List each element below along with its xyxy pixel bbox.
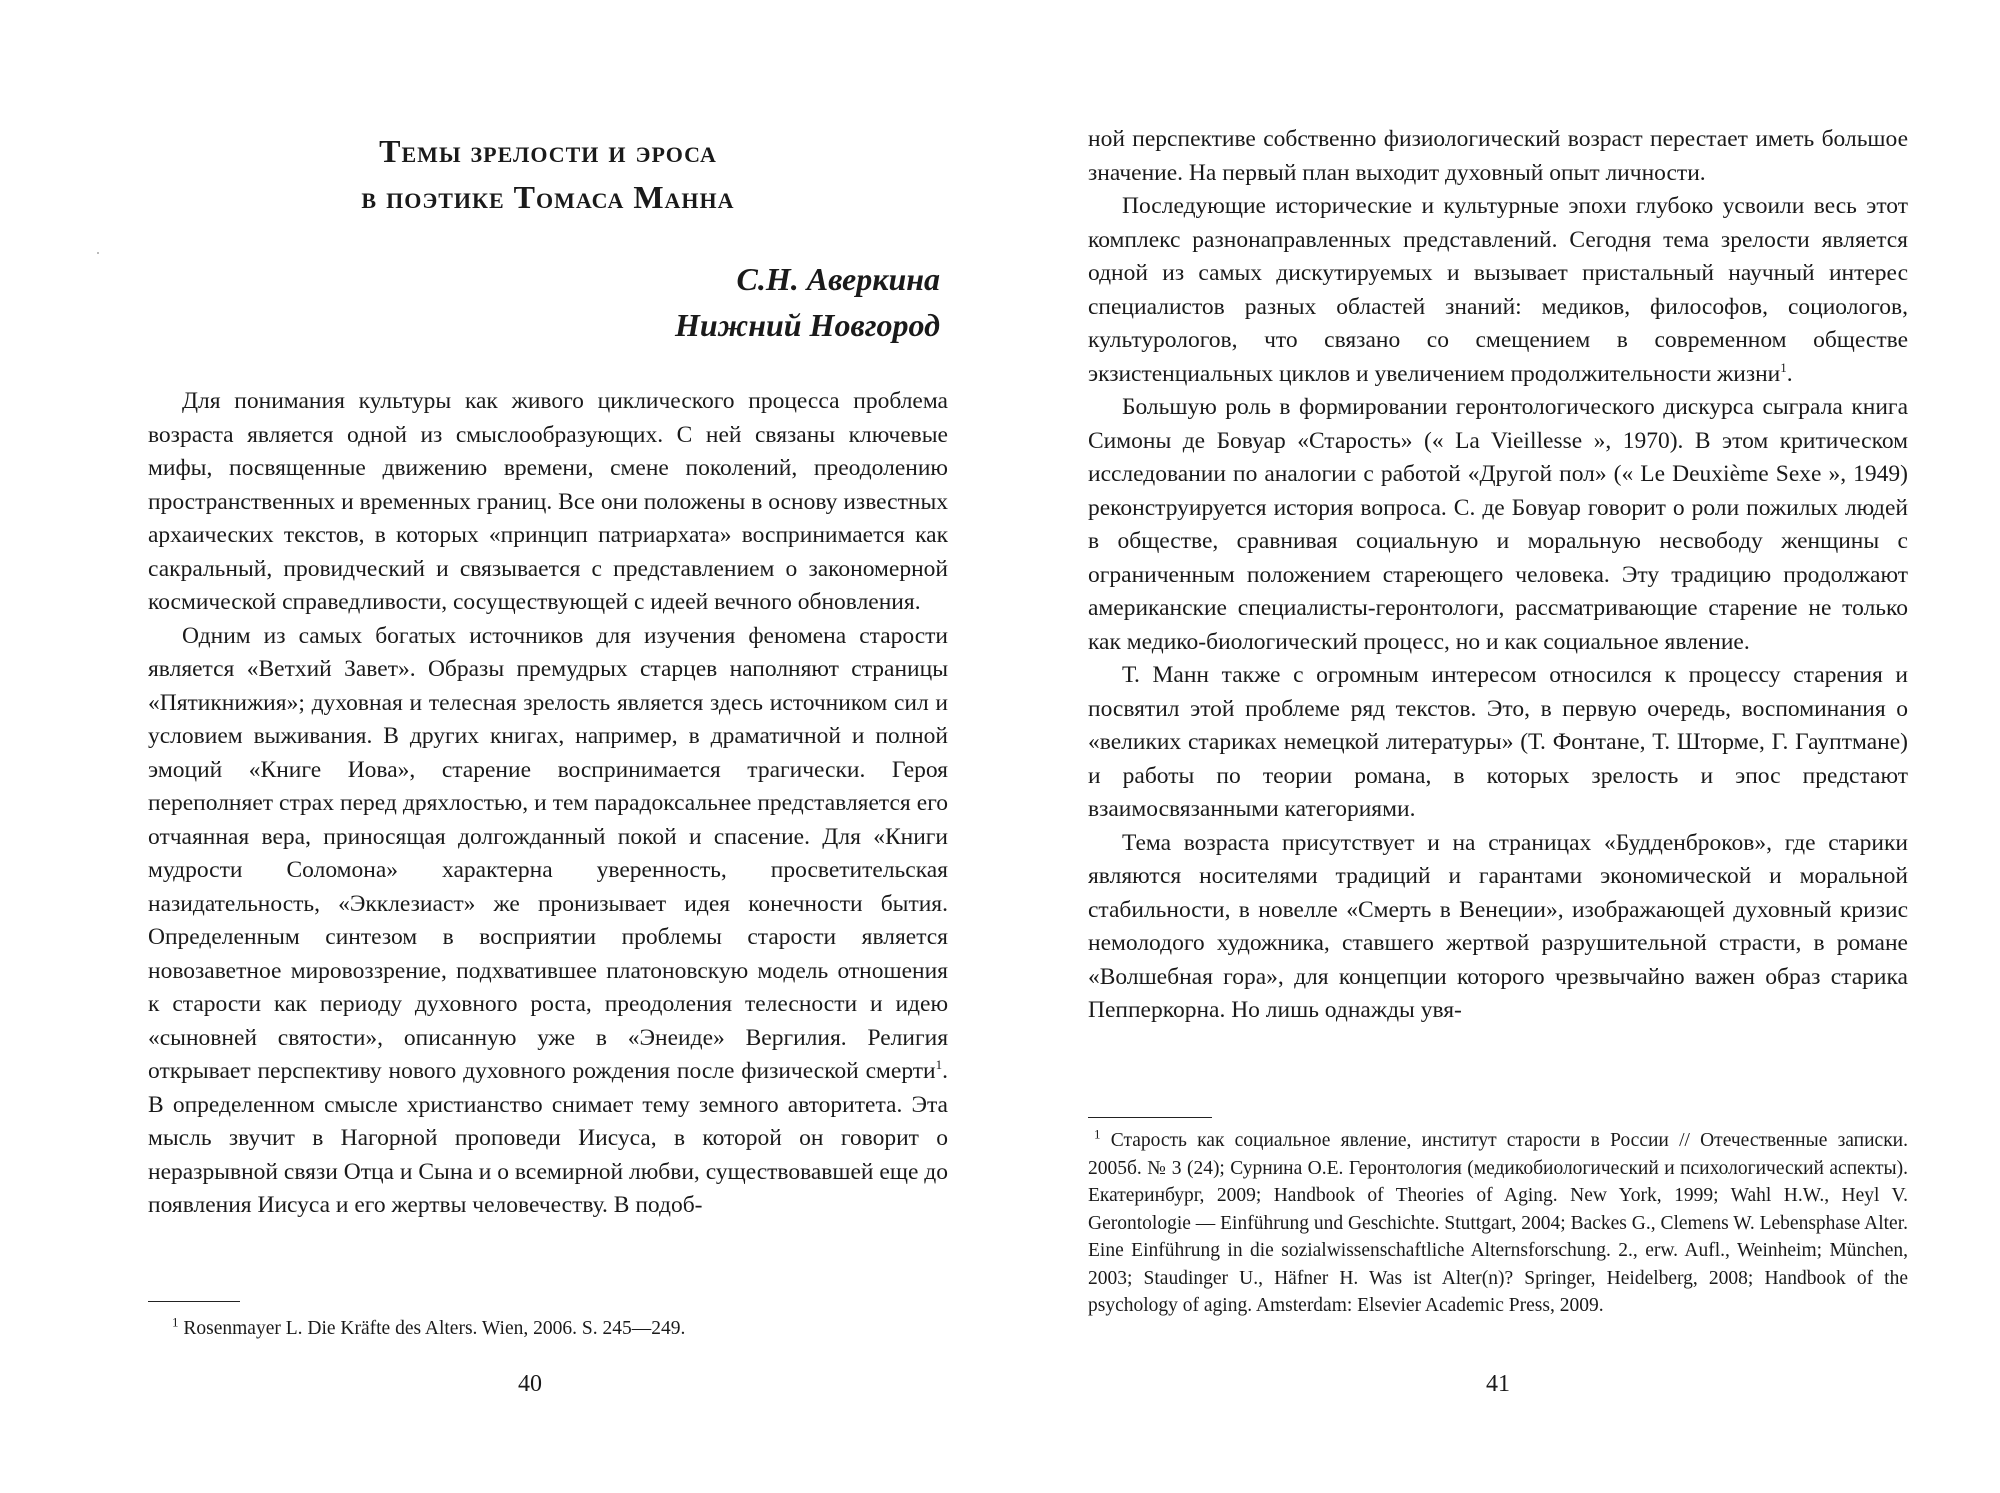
footnote-mark: 1: [1094, 1126, 1101, 1142]
right-body-text: [1088, 123, 1908, 1028]
left-page: [148, 0, 948, 1493]
footnote-divider: [1088, 1117, 1212, 1118]
footnote-ref: 1: [1780, 359, 1787, 375]
page-number: 41: [1486, 1371, 1510, 1397]
footnote-divider: [148, 1301, 240, 1302]
left-body-text: [148, 385, 948, 1223]
author-name: С.Н. Аверкина: [736, 261, 940, 297]
paragraph: Большую роль в формировании геронтологического дискурса сыграла книга Симоны де Бовуар «Старость» (« La Vieillesse », 1970). В этом критическом исследовании по аналогии с работой «Другой пол» (« Le Deuxième Sexe », 1949) реконструируется история вопроса. С. де Бовуар говорит о роли пожилых людей в обществе, сравнивая социальную и моральную несвободу женщины с ограниченным положением стареющего человека. Эту традицию продолжают американские специалисты-геронтологи, рассматривающие старение не только как медико-биологический процесс, но и как социальное явление.: [1088, 394, 1908, 655]
title-line-1: Темы зрелости и эроса: [379, 133, 717, 169]
article-title: [148, 128, 948, 220]
footnote-paragraph: [1088, 1127, 1908, 1320]
footnote-text: Rosenmayer L. Die Kräfte des Alters. Wien, 2006. S. 245—249.: [178, 1318, 686, 1339]
paragraph-text: .: [1786, 360, 1793, 387]
paragraph: [1088, 190, 1908, 391]
footnote: [1088, 1127, 1908, 1320]
paragraph: [148, 620, 948, 1223]
author-city: Нижний Новгород: [675, 307, 940, 343]
footnote: [148, 1315, 948, 1343]
paragraph: Т. Манн также с огромным интересом относился к процессу старения и посвятил этой проблеме ряд текстов. Это, в первую очередь, воспоминания о «великих стариках немецкой литературы» (Т. Фонтане, Т. Шторме, Г. Гауптмане) и работы по теории романа, в которых зрелость и эпос предстают взаимосвязанными категориями.: [1088, 662, 1908, 822]
paragraph: Для понимания культуры как живого циклического процесса проблема возраста является одной из смыслообразующих. С ней связаны ключевые мифы, посвященные движению времени, смене поколений, преодолению пространственных и временных границ. Все они положены в основу известных архаических текстов, в которых «принцип патриархата» воспринимается как сакральный, провидческий и связывается с представлением о закономерной космической справедливости, сосуществующей с идеей вечного обновления.: [148, 388, 948, 615]
paragraph: Тема возраста присутствует и на страницах «Будденброков», где старики являются носителями традиций и гарантами экономической и моральной стабильности, в новелле «Смерть в Венеции», изображающей духовный кризис немолодого художника, ставшего жертвой разрушительной страсти, в романе «Волшебная гора», для концепции которого чрезвычайно важен образ старика Пепперкорна. Но лишь однажды увя-: [1088, 829, 1908, 1023]
footnote-mark: 1: [172, 1314, 179, 1330]
footnote-text: Старость как социальное явление, институт старости в России // Отечественные записки. 2005б. № 3 (24); Сурнина О.Е. Геронтология (медикобиологический и психологический аспекты). Екатеринбург, 2009; Handbook of Theories of Aging. New York, 1999; Wahl H.W., Heyl V. Gerontologie — Einführung und Geschichte. Stuttgart, 2004; Backes G., Clemens W. Lebensphase Alter. Eine Einführung in die sozialwissenschaftliche Alternsforschung. 2., erw. Aufl., Weinheim; München, 2003; Staudinger U., Häfner H. Was ist Alter(n)? Springer, Heidelberg, 2008; Handbook of the psychology of aging. Amsterdam: Elsevier Academic Press, 2009.: [1088, 1130, 1908, 1316]
paragraph-text: Последующие исторические и культурные эпохи глубоко усвоили весь этот комплекс разнонаправленных представлений. Сегодня тема зрелости является одной из самых дискутируемых и вызывает пристальный научный интерес специалистов разных областей знаний: медиков, философов, социологов, культурологов, что связано со смещением в современном обществе экзистенциальных циклов и увеличением продолжительности жизни: [1088, 193, 1908, 387]
right-page: [1088, 0, 1908, 1493]
title-line-2: в поэтике Томаса Манна: [361, 179, 735, 215]
footnote-ref: 1: [935, 1057, 943, 1073]
author-block: [675, 256, 940, 348]
paragraph: ной перспективе собственно физиологический возраст перестает иметь большое значение. На первый план выходит духовный опыт личности.: [1088, 126, 1908, 186]
paragraph-text: Одним из самых богатых источников для изучения феномена старости является «Ветхий Завет». Образы премудрых старцев наполняют страницы «Пятикнижия»; духовная и телесная зрелость является здесь источником сил и условием выживания. В других книгах, например, в драматичной и полной эмоций «Книге Иова», старение воспринимается трагически. Героя переполняет страх перед дряхлостью, и тем парадоксальнее представляется его отчаянная вера, приносящая долгожданный покой и спасение. Для «Книги мудрости Соломона» характерна уверенность, просветительская назидательность, «Экклезиаст» же пронизывает идея конечности бытия. Определенным синтезом в восприятии проблемы старости является новозаветное мировоззрение, подхватившее платоновскую модель отношения к старости как периоду духовного роста, преодоления телесности и идею «сыновней святости», описанную уже в «Энеиде» Вергилия. Религия открывает перспективу нового духовного рождения после физической смерти: [148, 622, 948, 1084]
scan-speck: [97, 252, 99, 254]
paragraph-text: . В определенном смысле христианство снимает тему земного авторитета. Эта мысль звучит в Нагорной проповеди Иисуса, в которой он говорит о неразрывной связи Отца и Сына и о всемирной любви, существовавшей еще до появления Иисуса и его жертвы человечеству. В подоб-: [148, 1058, 948, 1218]
page-number: 40: [518, 1371, 542, 1397]
